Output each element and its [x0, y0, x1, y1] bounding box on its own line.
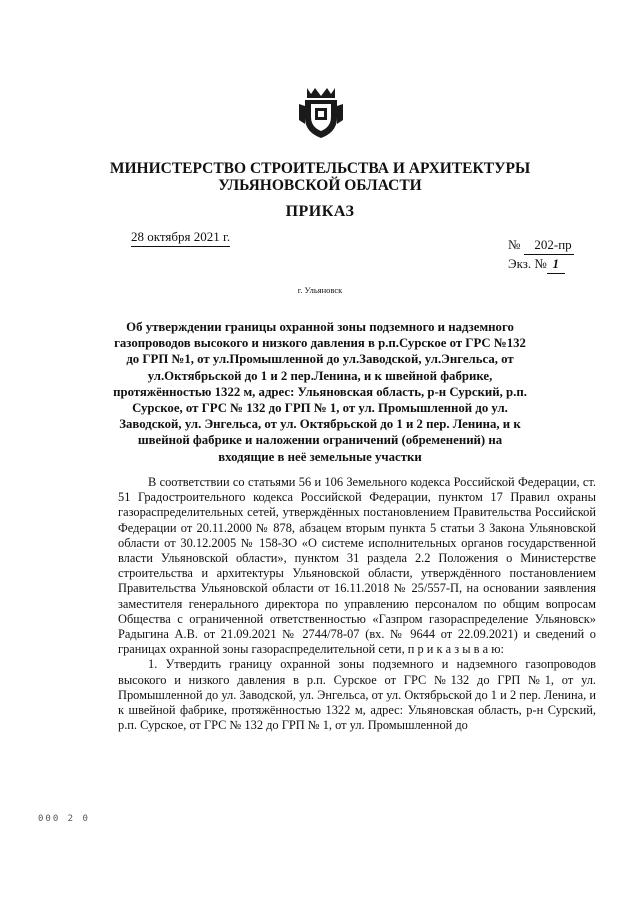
- document-date: 28 октября 2021 г.: [131, 229, 230, 247]
- copy-number: 1: [547, 255, 565, 274]
- order-number: 202-пр: [524, 236, 574, 255]
- preamble-paragraph: В соответствии со статьями 56 и 106 Земельного кодекса Российской Федерации, ст. 51 Градостроительного кодекса Российской Федерации, пунктом 17 Правил охраны газораспределительных сетей, утверждённых постановлением Правительства Российской Федерации от 20.11.2000 № 878, абзацем вторым пункта 5 статьи 3 Закона Ульяновской области от 30.12.2005 № 158-ЗО «О системе исполнительных органов государственной власти Ульяновской области», пунктом 31 раздела 2.2 Положения о Министерстве строительства и архитектуры Ульяновской области, утверждённого постановлением Правительства Ульяновской области от 16.11.2018 № 25/557-П, на основании заявления заместителя генерального директора по управлению персоналом по общим вопросам Общества с ограниченной ответственностью «Газпром газораспределение Ульяновск» Радыгина А.В. от 21.09.2021 № 2744/78-07 (вх. № 9644 от 22.09.2021) и сведений о границах охранной зоны газораспределительной сети, п р и к а з ы в а ю:: [118, 475, 596, 657]
- item-1-paragraph: 1. Утвердить границу охранной зоны подземного и надземного газопроводов высокого и низкого давления в р.п. Сурское от ГРС №132 до ГРП №1, от ул. Промышленной до ул. Заводской, ул. Энгельса, от ул. Октябрьской до 1 и 2 пер. Ленина, и к швейной фабрике, протяжённостью 1322 м, адрес: Ульяновская область, р-н Сурский, р.п. Сурское, от ГРС № 132 до ГРП № 1, от ул. Промышленной до: [118, 657, 596, 733]
- number-label: №: [508, 237, 521, 252]
- ministry-name-line1: МИНИСТЕРСТВО СТРОИТЕЛЬСТВА И АРХИТЕКТУРЫ: [109, 160, 531, 177]
- copy-number-line: [508, 255, 574, 274]
- page-stamp: 000 2 0: [38, 814, 90, 824]
- city-name: г. Ульяновск: [297, 285, 343, 295]
- copy-label: Экз. №: [508, 256, 547, 271]
- ministry-name-line2: УЛЬЯНОВСКОЙ ОБЛАСТИ: [218, 177, 422, 194]
- coat-of-arms-icon: [297, 84, 345, 140]
- document-body: [118, 475, 596, 733]
- order-number-line: [508, 236, 574, 255]
- document-number-block: [508, 236, 574, 274]
- document-type: ПРИКАЗ: [285, 203, 355, 220]
- document-title: Об утверждении границы охранной зоны подземного и надземного газопроводов высокого и низкого давления в р.п.Сурское от ГРС №132 до ГРП №1, от ул.Промышленной до ул.Заводской, ул.Энгельса, от ул.Октябрьской до 1 и 2 пер.Ленина, и к швейной фабрике, протяжённостью 1322 м, адрес: Ульяновская область, р-н Сурский, р.п. Сурское, от ГРС № 132 до ГРП № 1, от ул. Промышленной до ул. Заводской, ул. Энгельса, от ул. Октябрьской до 1 и 2 пер. Ленина, и к швейной фабрике и наложении ограничений (обременений) на входящие в неё земельные участки: [113, 320, 527, 464]
